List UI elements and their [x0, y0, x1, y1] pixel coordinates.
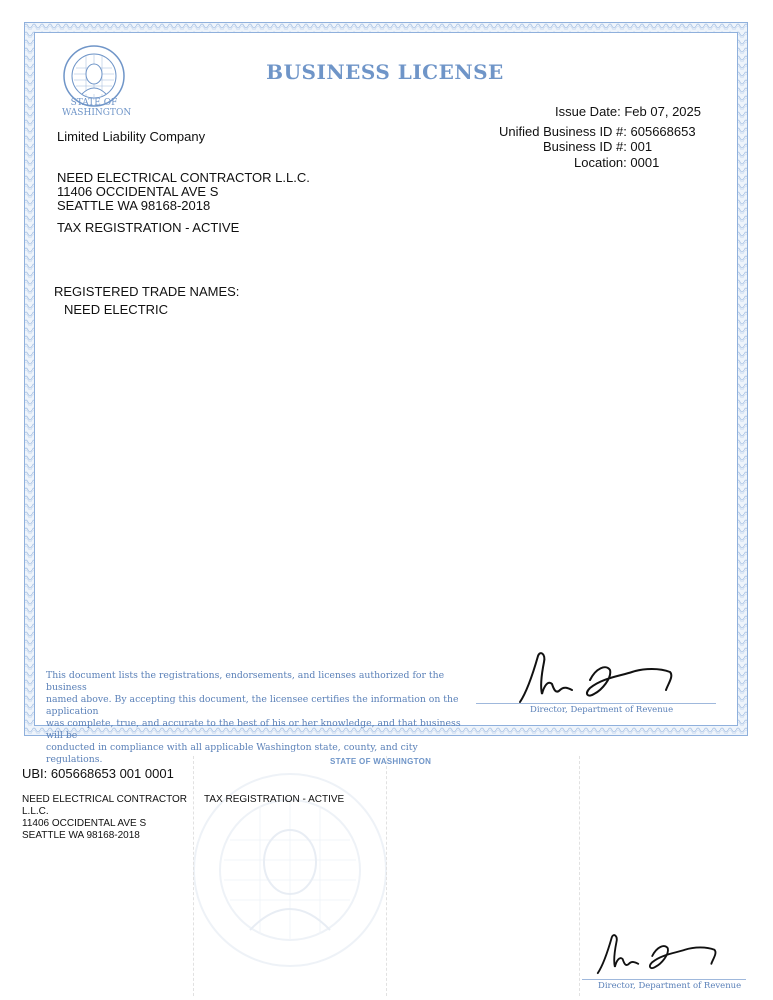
wallet-signature-line — [582, 979, 746, 980]
director-signature — [510, 650, 690, 710]
address-line-1: 11406 OCCIDENTAL AVE S — [57, 184, 219, 199]
disclaimer — [46, 670, 466, 766]
state-seal-label: STATE OF WASHINGTON — [62, 98, 132, 118]
card-divider — [193, 756, 194, 996]
card-divider — [579, 756, 580, 996]
disclaimer-line: was complete, true, and accurate to the best of his or her knowledge, and that business will be — [46, 718, 461, 741]
disclaimer-line: This document lists the registrations, endorsements, and licenses authorized for the business — [46, 670, 445, 693]
disclaimer-line: conducted in compliance with all applicable Washington state, county, and city regulations. — [46, 742, 418, 765]
wallet-business-name-line-1: NEED ELECTRICAL CONTRACTOR — [22, 794, 188, 805]
address-line-2: SEATTLE WA 98168-2018 — [57, 198, 211, 213]
trade-names-label: REGISTERED TRADE NAMES: — [54, 284, 240, 299]
wallet-address-line-2: SEATTLE WA 98168-2018 — [22, 830, 140, 841]
card-divider — [386, 756, 387, 996]
wallet-registration-status: TAX REGISTRATION - ACTIVE — [204, 794, 345, 805]
signature-line — [476, 703, 716, 704]
wallet-address-line-1: 11406 OCCIDENTAL AVE S — [22, 818, 147, 829]
wallet-state-header: STATE OF WASHINGTON — [330, 757, 432, 766]
business-name: NEED ELECTRICAL CONTRACTOR L.L.C. — [57, 170, 310, 185]
business-id: Business ID #: 001 — [543, 139, 653, 154]
registration-status: TAX REGISTRATION - ACTIVE — [57, 220, 240, 235]
wallet-signature-title: Director, Department of Revenue — [598, 981, 742, 991]
entity-type: Limited Liability Company — [57, 129, 206, 144]
location-id: Location: 0001 — [574, 155, 660, 170]
page-title: BUSINESS LICENSE — [266, 60, 504, 84]
trade-name-item: NEED ELECTRIC — [64, 302, 169, 317]
wallet-business-name-line-2: L.L.C. — [22, 806, 49, 817]
signature-title: Director, Department of Revenue — [530, 705, 674, 715]
wallet-ubi: UBI: 605668653 001 0001 — [22, 766, 174, 781]
disclaimer-line: named above. By accepting this document, the licensee certifies the information on the application — [46, 694, 459, 717]
issue-date: Issue Date: Feb 07, 2025 — [555, 104, 701, 119]
unified-business-id: Unified Business ID #: 605668653 — [499, 124, 696, 139]
wallet-director-signature — [590, 932, 730, 980]
